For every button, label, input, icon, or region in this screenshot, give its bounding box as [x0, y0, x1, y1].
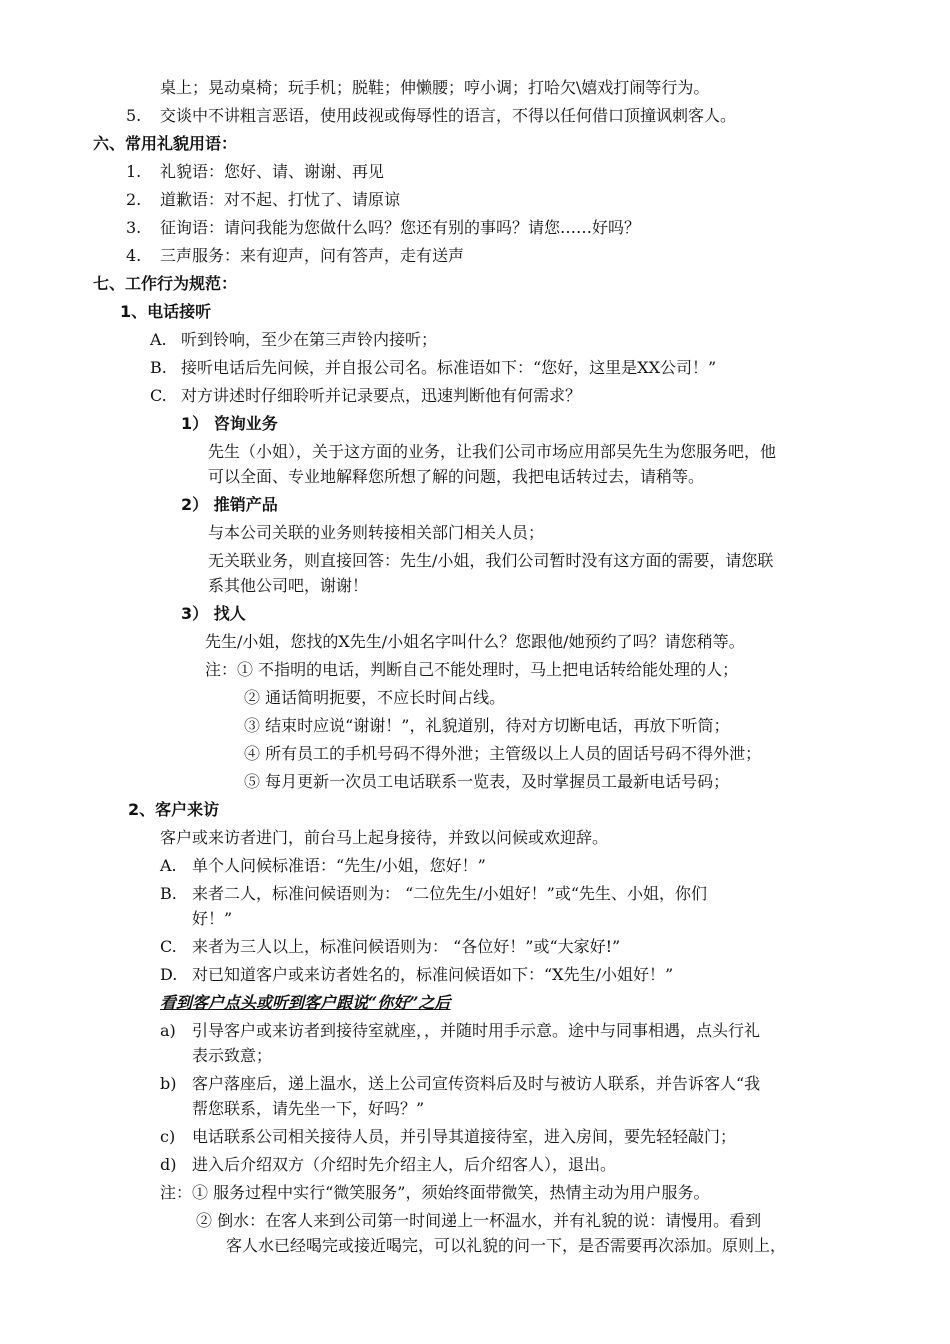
list-item: 接听电话后先问候，并自报公司名。标准语如下：“您好，这里是XX公司！” — [181, 358, 717, 377]
list-item: 礼貌语：您好、请、谢谢、再见 — [160, 162, 385, 181]
sub-heading-consult: 1） 咨询业务 — [181, 414, 278, 433]
section-heading-7: 七、工作行为规范： — [93, 274, 238, 293]
list-item: 征询语：请问我能为您做什么吗？您还有别的事吗？请您……好吗？ — [160, 218, 641, 237]
list-item: 单个人问候标准语：“先生/小姐，您好！” — [192, 856, 486, 875]
list-item: 进入后介绍双方（介绍时先介绍主人，后介绍客人），退出。 — [192, 1155, 617, 1174]
text-line: 客人水已经喝完或接近喝完，可以礼貌的问一下，是否需要再次添加。原则上， — [226, 1236, 787, 1255]
note-line: 注：① 不指明的电话，判断自己不能处理时，马上把电话转给能处理的人； — [205, 660, 739, 679]
text-line: 与本公司关联的业务则转接相关部门相关人员； — [208, 523, 545, 542]
list-letter: D. — [160, 965, 178, 984]
list-letter: b) — [160, 1074, 177, 1093]
text-line: 桌上；晃动桌椅；玩手机；脱鞋；伸懒腰；哼小调；打哈欠\嬉戏打闹等行为。 — [160, 78, 710, 97]
note-line: ⑤ 每月更新一次员工电话联系一览表，及时掌握员工最新电话号码； — [244, 772, 730, 791]
list-item: 对已知道客户或来访者姓名的，标准问候语如下：“X先生/小姐好！” — [192, 965, 674, 984]
list-number: 5. — [126, 106, 142, 125]
list-item: 引导客户或来访者到接待室就座，，并随时用手示意。途中与同事相遇，点头行礼 — [192, 1021, 761, 1040]
list-item: 听到铃响，至少在第三声铃内接听； — [181, 330, 438, 349]
list-number: 4. — [126, 246, 142, 265]
section-heading-6: 六、常用礼貌用语： — [93, 134, 238, 153]
list-letter: a) — [160, 1021, 176, 1040]
sub-heading-sales: 2） 推销产品 — [181, 495, 278, 514]
list-number: 2. — [126, 190, 142, 209]
list-item: 交谈中不讲粗言恶语，使用歧视或侮辱性的语言，不得以任何借口顶撞讽刺客人。 — [160, 106, 737, 125]
text-line: 无关联业务，则直接回答：先生/小姐，我们公司暂时没有这方面的需要，请您联 — [208, 551, 774, 570]
text-line: 先生/小姐，您找的X先生/小姐名字叫什么？您跟他/她预约了吗？请您稍等。 — [205, 632, 745, 651]
text-line: 表示致意； — [192, 1046, 273, 1065]
emphasis-heading: 看到客户点头或听到客户跟说“你好”之后 — [160, 993, 451, 1012]
text-line: 客户或来访者进门，前台马上起身接待，并致以问候或欢迎辞。 — [160, 828, 609, 847]
text-line: 系其他公司吧，谢谢！ — [208, 576, 369, 595]
list-letter: B. — [150, 358, 167, 377]
list-item: 对方讲述时仔细聆听并记录要点，迅速判断他有何需求？ — [181, 386, 582, 405]
note-line: ③ 结束时应说“谢谢！”，礼貌道别，待对方切断电话，再放下听筒； — [244, 716, 730, 735]
list-item: 客户落座后，递上温水，送上公司宣传资料后及时与被访人联系，并告诉客人“我 — [192, 1074, 761, 1093]
list-letter: d) — [160, 1155, 177, 1174]
text-line: 可以全面、专业地解释您所想了解的问题，我把电话转过去，请稍等。 — [208, 467, 705, 486]
list-item: 三声服务：来有迎声，问有答声，走有送声 — [160, 246, 465, 265]
list-letter: C. — [160, 937, 177, 956]
sub-heading-find-person: 3） 找人 — [181, 604, 246, 623]
list-letter: B. — [160, 884, 177, 903]
note-line: ② 通话简明扼要，不应长时间占线。 — [244, 688, 506, 707]
list-letter: A. — [150, 330, 167, 349]
text-line: 先生（小姐），关于这方面的业务，让我们公司市场应用部吴先生为您服务吧，他 — [208, 442, 777, 461]
list-letter: c) — [160, 1127, 176, 1146]
list-item: 道歉语：对不起、打忧了、请原谅 — [160, 190, 401, 209]
list-item: 电话联系公司相关接待人员，并引导其道接待室，进入房间，要先轻轻敲门； — [192, 1127, 737, 1146]
list-item: 来者二人，标准问候语则为： “二位先生/小姐好！”或“先生、小姐，你们 — [192, 884, 708, 903]
note-line: ② 倒水：在客人来到公司第一时间递上一杯温水，并有礼貌的说：请慢用。看到 — [196, 1211, 762, 1230]
list-number: 1. — [126, 162, 142, 181]
list-letter: C. — [150, 386, 167, 405]
subsection-heading-phone: 1、电话接听 — [120, 302, 212, 321]
text-line: 好！” — [192, 909, 233, 928]
note-line: 注：① 服务过程中实行“微笑服务”，须始终面带微笑，热情主动为用户服务。 — [160, 1183, 710, 1202]
list-number: 3. — [126, 218, 142, 237]
note-line: ④ 所有员工的手机号码不得外泄；主管级以上人员的固话号码不得外泄； — [244, 744, 762, 763]
list-letter: A. — [160, 856, 177, 875]
subsection-heading-visit: 2、客户来访 — [128, 800, 220, 819]
text-line: 帮您联系，请先坐一下，好吗？” — [192, 1099, 425, 1118]
list-item: 来者为三人以上，标准问候语则为： “各位好！”或“大家好!” — [192, 937, 621, 956]
